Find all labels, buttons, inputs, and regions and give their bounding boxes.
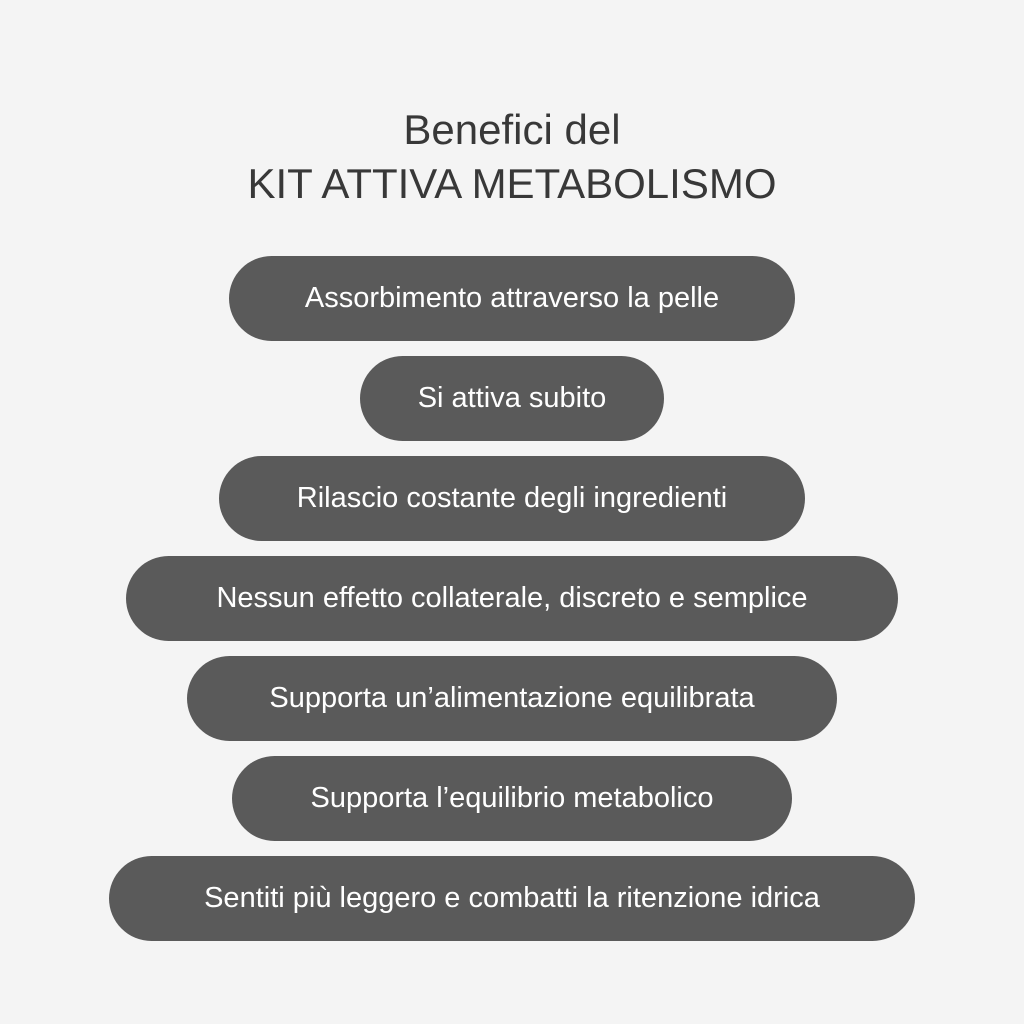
benefit-pill-6: Supporta l’equilibrio metabolico <box>232 756 792 841</box>
benefit-pill-5: Supporta un’alimentazione equilibrata <box>187 656 837 741</box>
title-line-2: KIT ATTIVA METABOLISMO <box>247 160 777 207</box>
benefit-pill-3: Rilascio costante degli ingredienti <box>219 456 805 541</box>
benefit-pill-4: Nessun effetto collaterale, discreto e semplice <box>126 556 898 641</box>
benefit-pill-1: Assorbimento attraverso la pelle <box>229 256 795 341</box>
benefit-pill-7: Sentiti più leggero e combatti la ritenzione idrica <box>109 856 915 941</box>
benefit-pill-2: Si attiva subito <box>360 356 664 441</box>
title-line-1: Benefici del <box>403 106 621 153</box>
